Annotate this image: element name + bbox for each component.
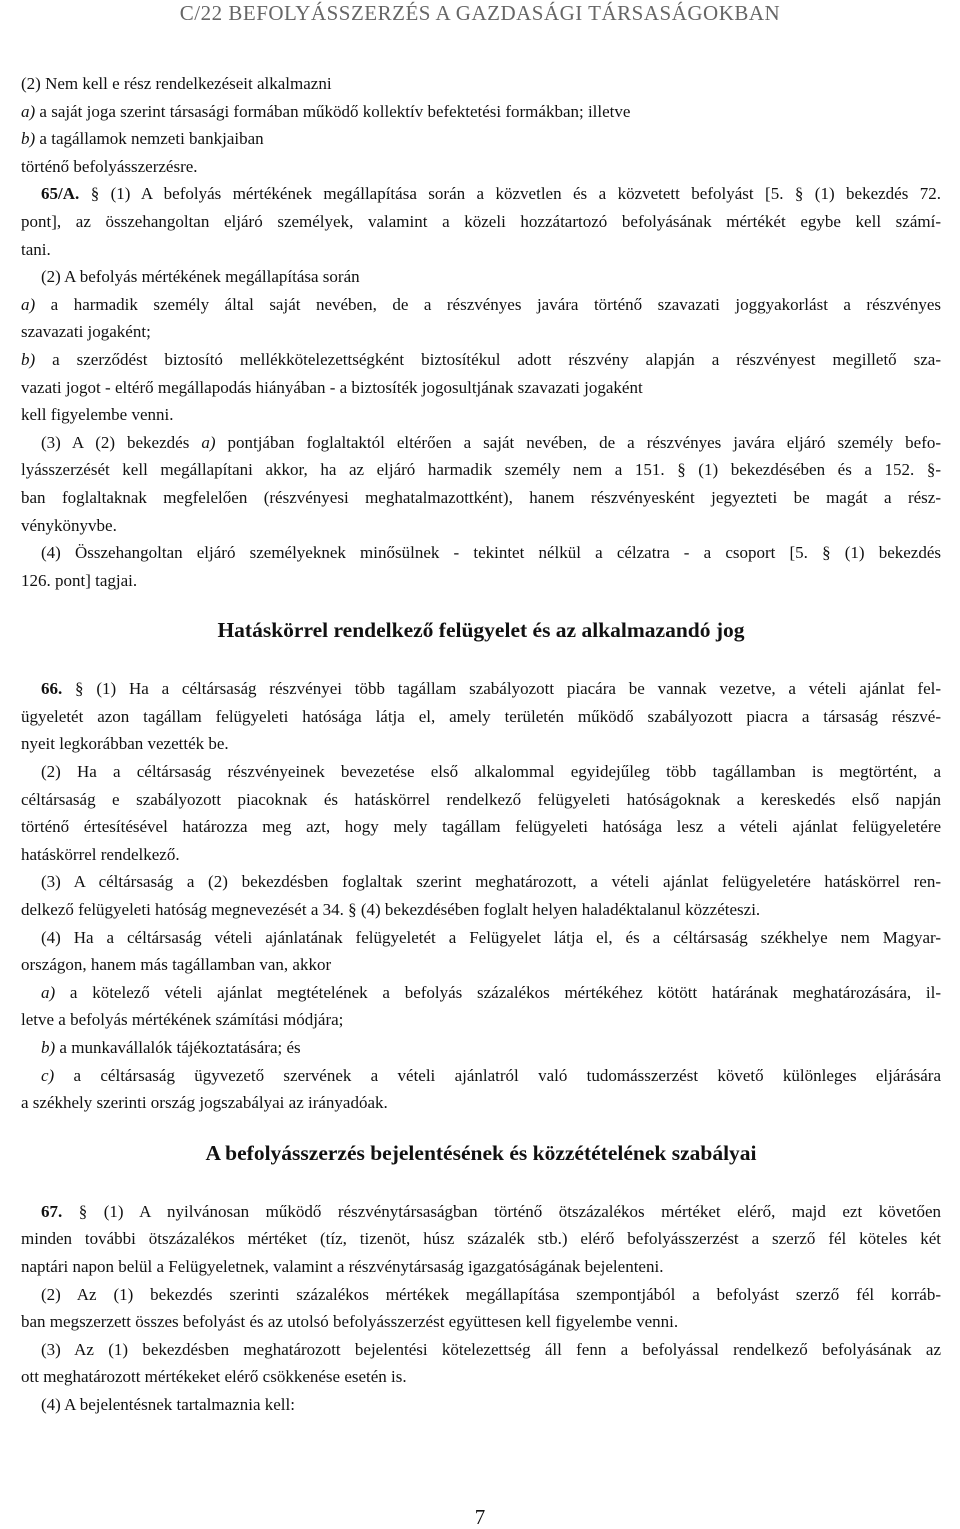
art65A-p3-line1 bbox=[21, 429, 941, 457]
art66-p2-line4: hatáskörrel rendelkező. bbox=[21, 844, 180, 864]
text: a harmadik személy által saját nevében, de a részvényes javára történő szavazati joggyakorlást a részvényes bbox=[50, 294, 942, 314]
text: (3) A (2) bekezdés bbox=[41, 432, 190, 452]
art66-p4-item-c-line2: a székhely szerinti ország jogszabályai az irányadóak. bbox=[21, 1093, 388, 1113]
art66-p4-line1: (4) Ha a céltársaság vételi ajánlatának felügyeletét a Felügyelet látja el, és a céltársaság székhelye nem Magyar- bbox=[41, 927, 941, 947]
article-number: 67. bbox=[41, 1201, 63, 1221]
section-heading-supervision: Hatáskörrel rendelkező felügyelet és az alkalmazandó jog bbox=[217, 618, 745, 643]
art65A-p1-line3: tani. bbox=[21, 239, 51, 259]
art65A-p4-line2: 126. pont] tagjai. bbox=[21, 570, 138, 590]
text: § (1) A nyilvánosan működő részvénytársaságban történő ötszázalékos mértéket elérő, majd ezt követően bbox=[78, 1201, 942, 1221]
art65A-p4-line1: (4) Összehangoltan eljáró személyeknek minősülnek - tekintet nélkül a célzatra - a csoport [5. § (1) bekezdés bbox=[41, 543, 941, 563]
art65A-p2-item-b-line3: kell figyelembe venni. bbox=[21, 405, 174, 425]
page-number: 7 bbox=[474, 1505, 486, 1529]
item-marker: b) bbox=[21, 349, 36, 369]
art65A-p1-line1 bbox=[21, 180, 941, 208]
document-body bbox=[21, 70, 941, 1419]
art65A-p2-intro: (2) A befolyás mértékének megállapítása során bbox=[41, 267, 360, 287]
art65A-p3-line2: lyásszerzését kell megállapítani akkor, ha az eljáró harmadik személy nem a 151. § (1) bekezdésében és a 152. §- bbox=[21, 460, 941, 480]
art65-p2-item-a bbox=[21, 98, 941, 126]
text: a szerződést biztosító mellékkötelezettségként biztosítékul adott részvény alapján a részvényest megillető sza- bbox=[52, 349, 941, 369]
art66-p4-item-a-line1 bbox=[21, 979, 941, 1007]
section-heading-notification: A befolyásszerzés bejelentésének és közzétételének szabályai bbox=[205, 1140, 757, 1165]
text: § (1) Ha a céltársaság részvényei több tagállam szabályozott piacára be vannak vezetve, a vételi ajánlat fel- bbox=[75, 679, 941, 699]
text: a kötelező vételi ajánlat megtételének a befolyás százalékos mértékéhez kötött határának meghatározására, il- bbox=[69, 982, 942, 1002]
art67-p1-line2: minden további ötszázalékos mértéket (tíz, tizenöt, húsz százalék stb.) elérő befolyásszerzést a szerző fél köteles két bbox=[21, 1229, 941, 1249]
art65A-p2-item-a-line2: szavazati jogaként; bbox=[21, 322, 151, 342]
art66-p2-line3: történő értesítésével határozza meg azt, hogy mely tagállam felügyeleti hatósága lesz a vételi ajánlat felügyeletére bbox=[21, 817, 941, 837]
art67-p4-line1: (4) A bejelentésnek tartalmaznia kell: bbox=[41, 1394, 295, 1414]
text: a munkavállalók tájékoztatására; és bbox=[59, 1038, 301, 1057]
art65A-p1-line2: pont], az összehangoltan eljáró személyek, valamint a közeli hozzátartozó befolyásának mértékét egybe kell számí- bbox=[21, 211, 941, 231]
item-marker: b) bbox=[21, 129, 36, 149]
text: § (1) A befolyás mértékének megállapítása során a közvetlen és a közvetett befolyást [5. § (1) bekezdés 72. bbox=[90, 184, 942, 204]
item-marker: a) bbox=[41, 982, 56, 1002]
art66-p1-line2: ügyeletét azon tagállam felügyeleti hatósága látja el, amely területén működő szabályozott piacra a társaság részvé- bbox=[21, 706, 941, 726]
item-text: a saját joga szerint társasági formában működő kollektív befektetési formákban; illetve bbox=[39, 101, 631, 121]
art65-p2-intro: (2) Nem kell e rész rendelkezéseit alkalmazni bbox=[21, 74, 332, 93]
art67-p3-line1: (3) Az (1) bekezdésben meghatározott bejelentési kötelezettség áll fenn a befolyással rendelkező befolyásának az bbox=[41, 1339, 941, 1359]
art65A-p2-item-b-line2: vazati jogot - eltérő megállapodás hiányában - a biztosíték jogosultjának szavazati jogaként bbox=[21, 377, 643, 397]
item-marker: a) bbox=[201, 432, 216, 452]
text: pontjában foglaltaktól eltérően a saját nevében, de a részvényes javára eljáró személy befo- bbox=[227, 432, 942, 452]
item-marker: a) bbox=[21, 294, 36, 314]
art66-p4-item-a-line2: letve a befolyás mértékének számítási módjára; bbox=[21, 1010, 344, 1030]
art65-p2-end: történő befolyásszerzésre. bbox=[21, 156, 198, 176]
art65A-p2-item-b-line1 bbox=[21, 346, 941, 374]
art65-p2-item-b bbox=[21, 125, 941, 153]
art66-p4-line2: országon, hanem más tagállamban van, akkor bbox=[21, 955, 332, 975]
art67-p1-line1 bbox=[21, 1198, 941, 1226]
art66-p2-line1: (2) Ha a céltársaság részvényeinek bevezetése első alkalommal egyidejűleg több tagállamban is megtörtént, a bbox=[41, 762, 941, 782]
art66-p2-line2: céltársaság e szabályozott piacoknak és hatáskörrel rendelkező felügyeleti hatóságoknak a kereskedés első napján bbox=[21, 789, 941, 809]
art65A-p2-item-a-line1 bbox=[21, 291, 941, 319]
art65A-p3-line3: ban foglaltaknak megfelelően (részvényesi meghatalmazottként), hanem részvényesként jegyezteti be magát a rész- bbox=[21, 487, 941, 507]
art66-p1-line1 bbox=[21, 675, 941, 703]
item-marker: c) bbox=[41, 1065, 55, 1085]
item-marker: b) bbox=[41, 1038, 56, 1057]
item-marker: a) bbox=[21, 101, 36, 121]
art67-p2-line1: (2) Az (1) bekezdés szerinti százalékos mértékek megállapítása szempontjából a befolyást szerző fél korráb- bbox=[41, 1284, 941, 1304]
running-head: C/22 BEFOLYÁSSZERZÉS A GAZDASÁGI TÁRSASÁGOKBAN bbox=[179, 1, 781, 25]
art67-p2-line2: ban megszerzett összes befolyást és az utolsó befolyásszerzést együttesen kell figyelembe venni. bbox=[21, 1312, 679, 1332]
article-number: 66. bbox=[41, 679, 63, 699]
item-text: a tagállamok nemzeti bankjaiban bbox=[39, 129, 264, 149]
art66-p4-item-c-line1 bbox=[21, 1062, 941, 1090]
article-number: 65/A. bbox=[41, 184, 80, 204]
art66-p3-line2: delkező felügyeleti hatóság megnevezését a 34. § (4) bekezdésében foglalt helyen haladéktalanul közzéteszi. bbox=[21, 900, 761, 920]
text: a céltársaság ügyvezető szervének a vételi ajánlatról való tudomásszerzést követő különleges eljárására bbox=[73, 1065, 941, 1085]
art66-p4-item-b bbox=[21, 1034, 941, 1062]
art67-p1-line3: naptári napon belül a Felügyeletnek, valamint a részvénytársaság igazgatóságának bejelenteni. bbox=[21, 1256, 664, 1276]
art67-p3-line2: ott meghatározott mértékeket elérő csökkenése esetén is. bbox=[21, 1367, 407, 1387]
art65A-p3-line4: vénykönyvbe. bbox=[21, 515, 117, 535]
art66-p3-line1: (3) A céltársaság a (2) bekezdésben foglaltak szerint meghatározott, a vételi ajánlat felügyeletére hatáskörrel ren- bbox=[41, 872, 941, 892]
art66-p1-line3: nyeit legkorábban vezették be. bbox=[21, 734, 229, 754]
